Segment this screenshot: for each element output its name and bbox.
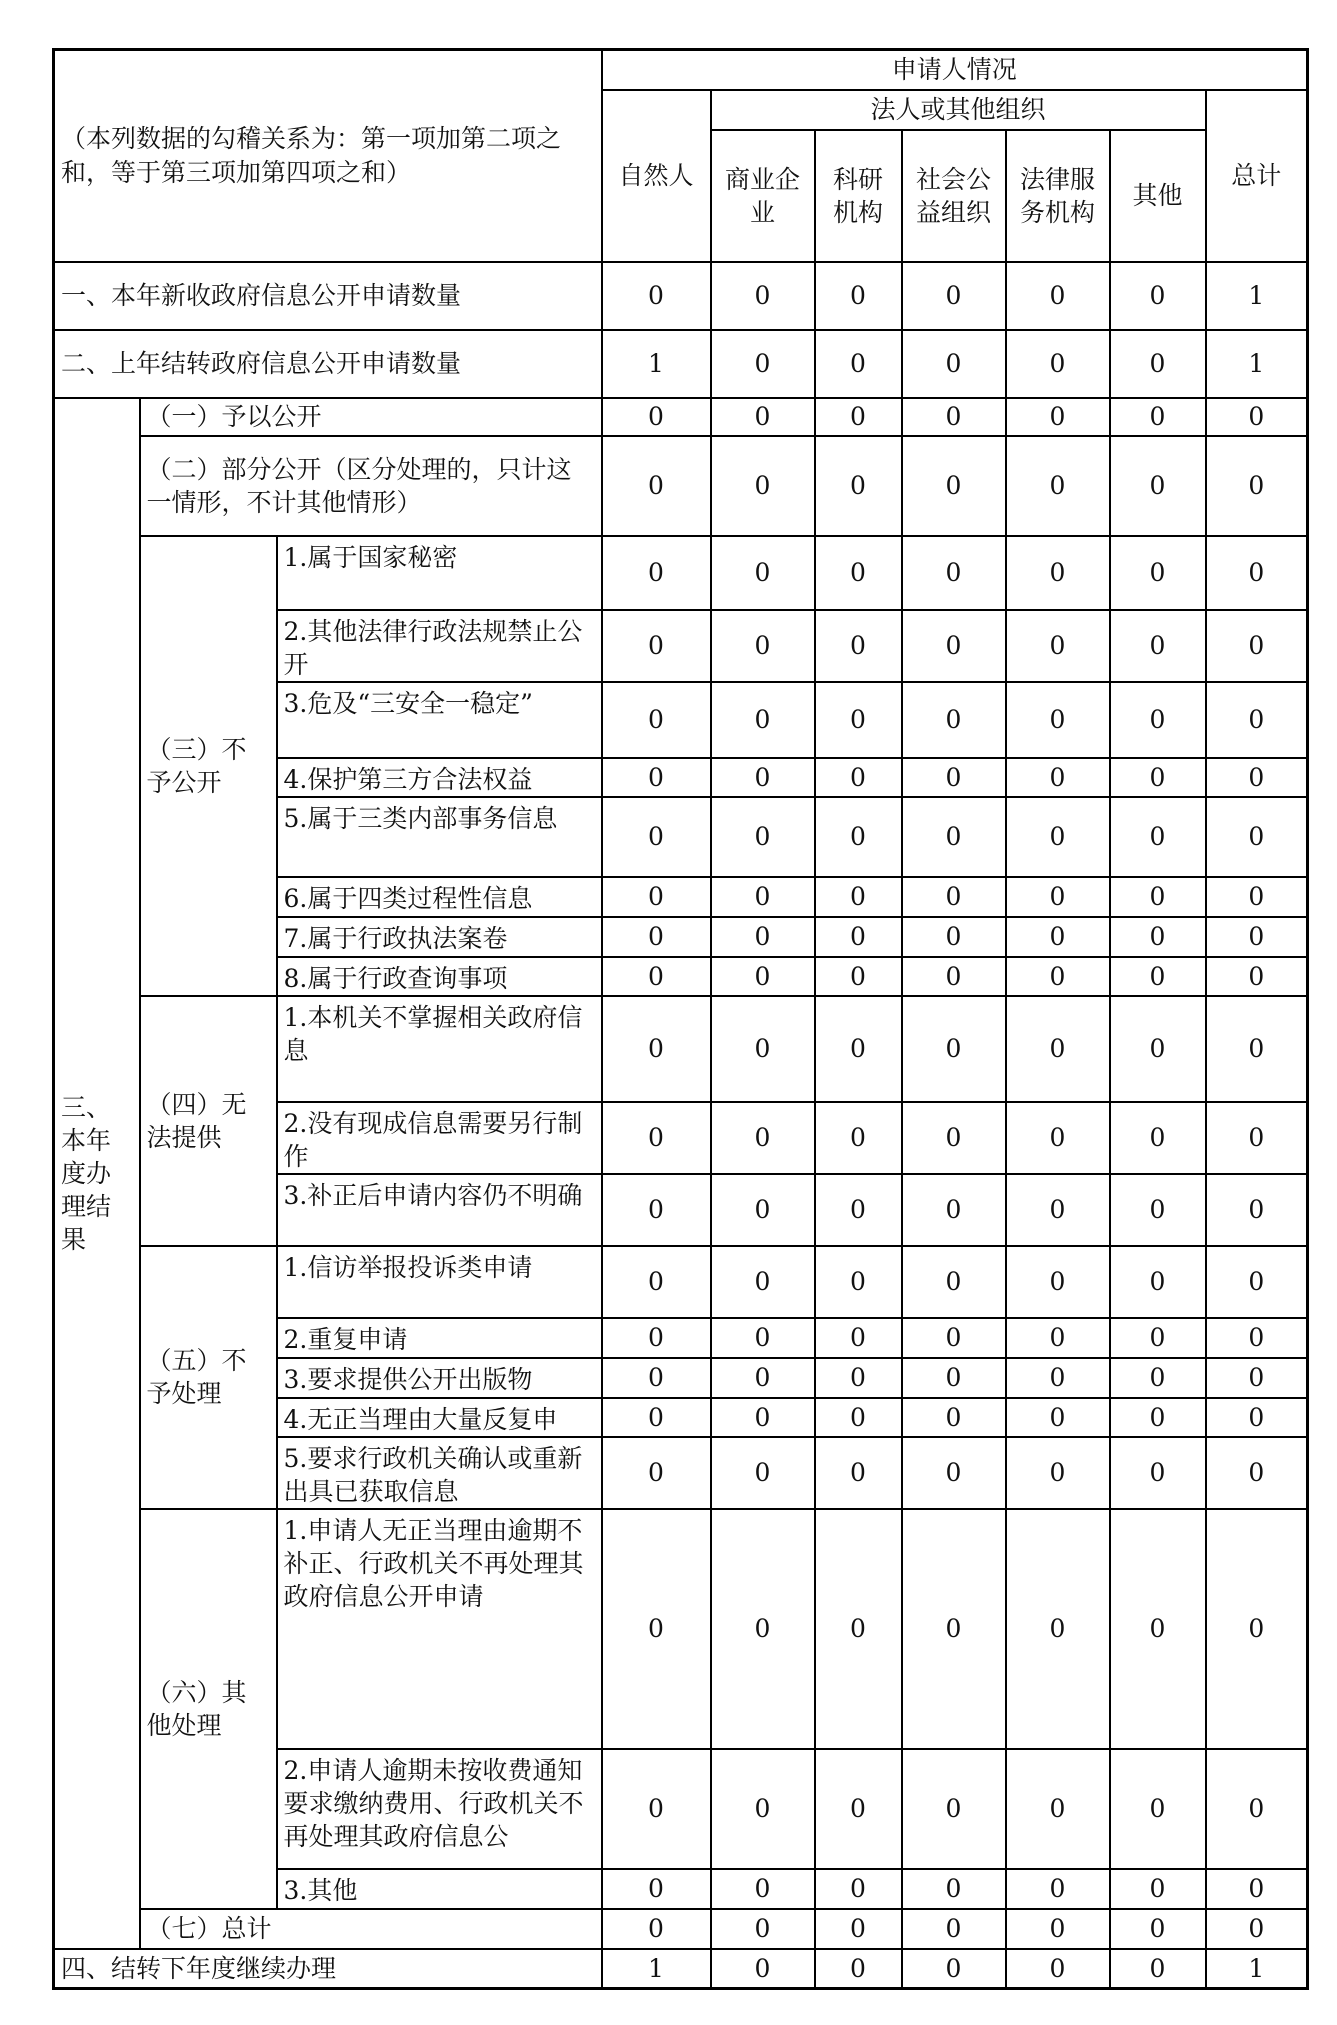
value-cell: 0 [602, 917, 711, 957]
value-cell: 0 [602, 797, 711, 877]
value-cell: 0 [1006, 1102, 1110, 1174]
value-cell: 0 [902, 1318, 1006, 1358]
value-cell: 0 [602, 877, 711, 917]
value-cell: 0 [902, 1437, 1006, 1509]
item-label: 2.重复申请 [277, 1318, 602, 1358]
value-cell: 0 [1206, 436, 1308, 536]
value-cell: 0 [1110, 1949, 1206, 1989]
value-cell: 0 [815, 682, 902, 758]
value-cell: 0 [711, 957, 815, 996]
value-cell: 0 [902, 398, 1006, 436]
col-business: 商业企业 [711, 130, 815, 262]
value-cell: 0 [1110, 1318, 1206, 1358]
value-cell: 0 [815, 398, 902, 436]
value-cell: 0 [1006, 682, 1110, 758]
value-cell: 0 [1110, 1509, 1206, 1749]
value-cell: 1 [1206, 262, 1308, 330]
value-cell: 0 [711, 1174, 815, 1246]
item-label: 3.补正后申请内容仍不明确 [277, 1174, 602, 1246]
value-cell: 0 [1006, 1398, 1110, 1437]
col-legal-service: 法律服务机构 [1006, 130, 1110, 262]
value-cell: 0 [602, 610, 711, 682]
value-cell: 0 [902, 1949, 1006, 1989]
value-cell: 0 [1006, 1509, 1110, 1749]
value-cell: 0 [902, 1749, 1006, 1869]
group-label-g5: （五）不予处理 [140, 1246, 277, 1509]
row-label-new-requests: 一、本年新收政府信息公开申请数量 [54, 262, 602, 330]
value-cell: 0 [815, 1749, 902, 1869]
value-cell: 0 [1006, 262, 1110, 330]
row-label-g2: （二）部分公开（区分处理的，只计这一情形，不计其他情形） [140, 436, 602, 536]
value-cell: 0 [711, 610, 815, 682]
value-cell: 0 [1206, 957, 1308, 996]
table-row [54, 1949, 1308, 1989]
value-cell: 0 [815, 797, 902, 877]
header-note: （本列数据的勾稽关系为：第一项加第二项之和，等于第三项加第四项之和） [54, 50, 602, 262]
item-label: 4.保护第三方合法权益 [277, 758, 602, 797]
header-legal-group: 法人或其他组织 [711, 90, 1206, 130]
value-cell: 0 [602, 1102, 711, 1174]
value-cell: 0 [711, 996, 815, 1102]
value-cell: 0 [1110, 957, 1206, 996]
table-row [54, 996, 1308, 1102]
value-cell: 0 [1006, 1358, 1110, 1398]
value-cell: 0 [1110, 1909, 1206, 1949]
value-cell: 0 [1206, 1358, 1308, 1398]
value-cell: 0 [1206, 1437, 1308, 1509]
value-cell: 0 [1110, 758, 1206, 797]
item-label: 3.其他 [277, 1869, 602, 1909]
table-row [54, 1909, 1308, 1949]
value-cell: 0 [902, 1246, 1006, 1318]
col-total: 总计 [1206, 90, 1308, 262]
value-cell: 0 [1110, 1749, 1206, 1869]
value-cell: 0 [711, 1318, 815, 1358]
value-cell: 0 [902, 330, 1006, 398]
value-cell: 0 [1006, 436, 1110, 536]
header-applicant: 申请人情况 [602, 50, 1308, 90]
value-cell: 0 [902, 797, 1006, 877]
value-cell: 0 [1110, 682, 1206, 758]
value-cell: 0 [815, 1509, 902, 1749]
value-cell: 0 [902, 996, 1006, 1102]
table-row [54, 262, 1308, 330]
value-cell: 0 [711, 877, 815, 917]
value-cell: 0 [815, 1318, 902, 1358]
value-cell: 0 [1206, 610, 1308, 682]
table-row [54, 436, 1308, 536]
value-cell: 0 [1110, 398, 1206, 436]
value-cell: 1 [1206, 330, 1308, 398]
value-cell: 0 [1206, 1174, 1308, 1246]
value-cell: 0 [1006, 957, 1110, 996]
value-cell: 0 [602, 957, 711, 996]
row-label-g1: （一）予以公开 [140, 398, 602, 436]
section3-label: 三、本年度办理结果 [54, 398, 140, 1949]
value-cell: 0 [1110, 877, 1206, 917]
value-cell: 0 [711, 1246, 815, 1318]
statistics-table [52, 48, 1309, 1990]
value-cell: 0 [815, 1174, 902, 1246]
value-cell: 0 [902, 917, 1006, 957]
value-cell: 0 [815, 1102, 902, 1174]
value-cell: 0 [1006, 1437, 1110, 1509]
value-cell: 0 [815, 957, 902, 996]
value-cell: 0 [815, 1909, 902, 1949]
value-cell: 0 [1206, 797, 1308, 877]
item-label: 6.属于四类过程性信息 [277, 877, 602, 917]
value-cell: 0 [815, 758, 902, 797]
value-cell: 0 [711, 797, 815, 877]
value-cell: 0 [1206, 1509, 1308, 1749]
value-cell: 0 [1110, 1102, 1206, 1174]
value-cell: 0 [815, 1358, 902, 1398]
value-cell: 0 [711, 1869, 815, 1909]
value-cell: 0 [1006, 610, 1110, 682]
value-cell: 0 [602, 1318, 711, 1358]
item-label: 3.危及“三安全一稳定” [277, 682, 602, 758]
item-label: 7.属于行政执法案卷 [277, 917, 602, 957]
value-cell: 0 [711, 1102, 815, 1174]
value-cell: 0 [902, 610, 1006, 682]
item-label: 1.本机关不掌握相关政府信息 [277, 996, 602, 1102]
value-cell: 0 [711, 398, 815, 436]
value-cell: 0 [1206, 1102, 1308, 1174]
row-label-carry-next-year: 四、结转下年度继续办理 [54, 1949, 602, 1989]
value-cell: 0 [1006, 917, 1110, 957]
value-cell: 0 [711, 1509, 815, 1749]
value-cell: 0 [1110, 610, 1206, 682]
value-cell: 0 [711, 1949, 815, 1989]
value-cell: 0 [602, 1358, 711, 1398]
value-cell: 0 [902, 436, 1006, 536]
value-cell: 0 [1206, 1749, 1308, 1869]
value-cell: 0 [1006, 1749, 1110, 1869]
value-cell: 0 [1110, 1398, 1206, 1437]
value-cell: 0 [1206, 877, 1308, 917]
value-cell: 0 [711, 758, 815, 797]
value-cell: 0 [1006, 1174, 1110, 1246]
group-label-g4: （四）无法提供 [140, 996, 277, 1246]
value-cell: 0 [602, 1749, 711, 1869]
value-cell: 0 [1006, 877, 1110, 917]
value-cell: 0 [711, 262, 815, 330]
value-cell: 0 [1110, 996, 1206, 1102]
value-cell: 0 [602, 996, 711, 1102]
value-cell: 0 [1206, 536, 1308, 610]
value-cell: 0 [1110, 330, 1206, 398]
row-label-carried-over: 二、上年结转政府信息公开申请数量 [54, 330, 602, 398]
value-cell: 0 [602, 398, 711, 436]
value-cell: 0 [602, 262, 711, 330]
value-cell: 0 [902, 957, 1006, 996]
table-row [54, 330, 1308, 398]
group-label-g6: （六）其他处理 [140, 1509, 277, 1909]
value-cell: 0 [1110, 797, 1206, 877]
value-cell: 0 [1110, 1869, 1206, 1909]
value-cell: 0 [602, 536, 711, 610]
item-label: 5.要求行政机关确认或重新出具已获取信息 [277, 1437, 602, 1509]
value-cell: 0 [1006, 1909, 1110, 1949]
value-cell: 0 [1006, 1246, 1110, 1318]
value-cell: 0 [602, 758, 711, 797]
value-cell: 0 [602, 436, 711, 536]
value-cell: 0 [902, 682, 1006, 758]
value-cell: 0 [902, 1174, 1006, 1246]
value-cell: 0 [1206, 1398, 1308, 1437]
value-cell: 0 [815, 917, 902, 957]
value-cell: 0 [902, 1358, 1006, 1398]
value-cell: 0 [1206, 1246, 1308, 1318]
value-cell: 0 [815, 1398, 902, 1437]
value-cell: 0 [1206, 758, 1308, 797]
value-cell: 0 [1206, 398, 1308, 436]
value-cell: 0 [1006, 1949, 1110, 1989]
item-label: 1.申请人无正当理由逾期不补正、行政机关不再处理其政府信息公开申请 [277, 1509, 602, 1749]
item-label: 5.属于三类内部事务信息 [277, 797, 602, 877]
value-cell: 0 [902, 1509, 1006, 1749]
value-cell: 0 [1110, 436, 1206, 536]
item-label: 4.无正当理由大量反复申 [277, 1398, 602, 1437]
value-cell: 0 [602, 1174, 711, 1246]
value-cell: 0 [815, 262, 902, 330]
value-cell: 0 [1206, 682, 1308, 758]
value-cell: 0 [711, 1358, 815, 1398]
value-cell: 0 [711, 682, 815, 758]
value-cell: 0 [602, 1246, 711, 1318]
value-cell: 0 [602, 682, 711, 758]
value-cell: 0 [602, 1437, 711, 1509]
value-cell: 0 [902, 536, 1006, 610]
value-cell: 0 [1110, 262, 1206, 330]
value-cell: 0 [1006, 398, 1110, 436]
value-cell: 0 [1006, 536, 1110, 610]
value-cell: 0 [711, 330, 815, 398]
value-cell: 0 [815, 1949, 902, 1989]
value-cell: 0 [815, 610, 902, 682]
value-cell: 0 [1206, 996, 1308, 1102]
value-cell: 0 [815, 877, 902, 917]
col-other: 其他 [1110, 130, 1206, 262]
value-cell: 0 [602, 1909, 711, 1949]
value-cell: 0 [711, 1437, 815, 1509]
col-research: 科研机构 [815, 130, 902, 262]
value-cell: 0 [1206, 1869, 1308, 1909]
value-cell: 0 [602, 1398, 711, 1437]
value-cell: 0 [902, 877, 1006, 917]
value-cell: 0 [1110, 917, 1206, 957]
value-cell: 0 [815, 996, 902, 1102]
value-cell: 0 [1006, 996, 1110, 1102]
value-cell: 0 [815, 330, 902, 398]
item-label: 2.申请人逾期未按收费通知要求缴纳费用、行政机关不再处理其政府信息公 [277, 1749, 602, 1869]
value-cell: 0 [902, 1398, 1006, 1437]
value-cell: 0 [1006, 1318, 1110, 1358]
value-cell: 0 [1206, 1909, 1308, 1949]
value-cell: 0 [815, 1437, 902, 1509]
value-cell: 0 [815, 536, 902, 610]
item-label: 8.属于行政查询事项 [277, 957, 602, 996]
value-cell: 0 [902, 1909, 1006, 1949]
value-cell: 1 [1206, 1949, 1308, 1989]
table-row [54, 1246, 1308, 1318]
value-cell: 1 [602, 330, 711, 398]
table-row [54, 536, 1308, 610]
value-cell: 0 [902, 1102, 1006, 1174]
value-cell: 0 [1206, 1318, 1308, 1358]
value-cell: 0 [1110, 536, 1206, 610]
table-row [54, 398, 1308, 436]
value-cell: 0 [711, 1909, 815, 1949]
col-public-welfare: 社会公益组织 [902, 130, 1006, 262]
value-cell: 0 [1110, 1174, 1206, 1246]
value-cell: 0 [902, 262, 1006, 330]
value-cell: 0 [711, 917, 815, 957]
value-cell: 0 [602, 1509, 711, 1749]
value-cell: 0 [1006, 797, 1110, 877]
item-label: 3.要求提供公开出版物 [277, 1358, 602, 1398]
value-cell: 0 [815, 436, 902, 536]
value-cell: 0 [602, 1869, 711, 1909]
value-cell: 0 [1110, 1358, 1206, 1398]
value-cell: 0 [1006, 758, 1110, 797]
row-label-g7: （七）总计 [140, 1909, 602, 1949]
value-cell: 0 [711, 1398, 815, 1437]
group-label-g3: （三）不予公开 [140, 536, 277, 996]
value-cell: 0 [1206, 917, 1308, 957]
value-cell: 0 [902, 1869, 1006, 1909]
item-label: 2.没有现成信息需要另行制作 [277, 1102, 602, 1174]
value-cell: 0 [1006, 330, 1110, 398]
value-cell: 0 [1110, 1437, 1206, 1509]
value-cell: 0 [711, 436, 815, 536]
value-cell: 0 [815, 1869, 902, 1909]
value-cell: 0 [902, 758, 1006, 797]
value-cell: 0 [711, 1749, 815, 1869]
col-natural-person: 自然人 [602, 90, 711, 262]
value-cell: 0 [711, 536, 815, 610]
item-label: 2.其他法律行政法规禁止公开 [277, 610, 602, 682]
item-label: 1.属于国家秘密 [277, 536, 602, 610]
table-row [54, 1509, 1308, 1749]
item-label: 1.信访举报投诉类申请 [277, 1246, 602, 1318]
value-cell: 0 [1006, 1869, 1110, 1909]
value-cell: 0 [815, 1246, 902, 1318]
value-cell: 0 [1110, 1246, 1206, 1318]
value-cell: 1 [602, 1949, 711, 1989]
